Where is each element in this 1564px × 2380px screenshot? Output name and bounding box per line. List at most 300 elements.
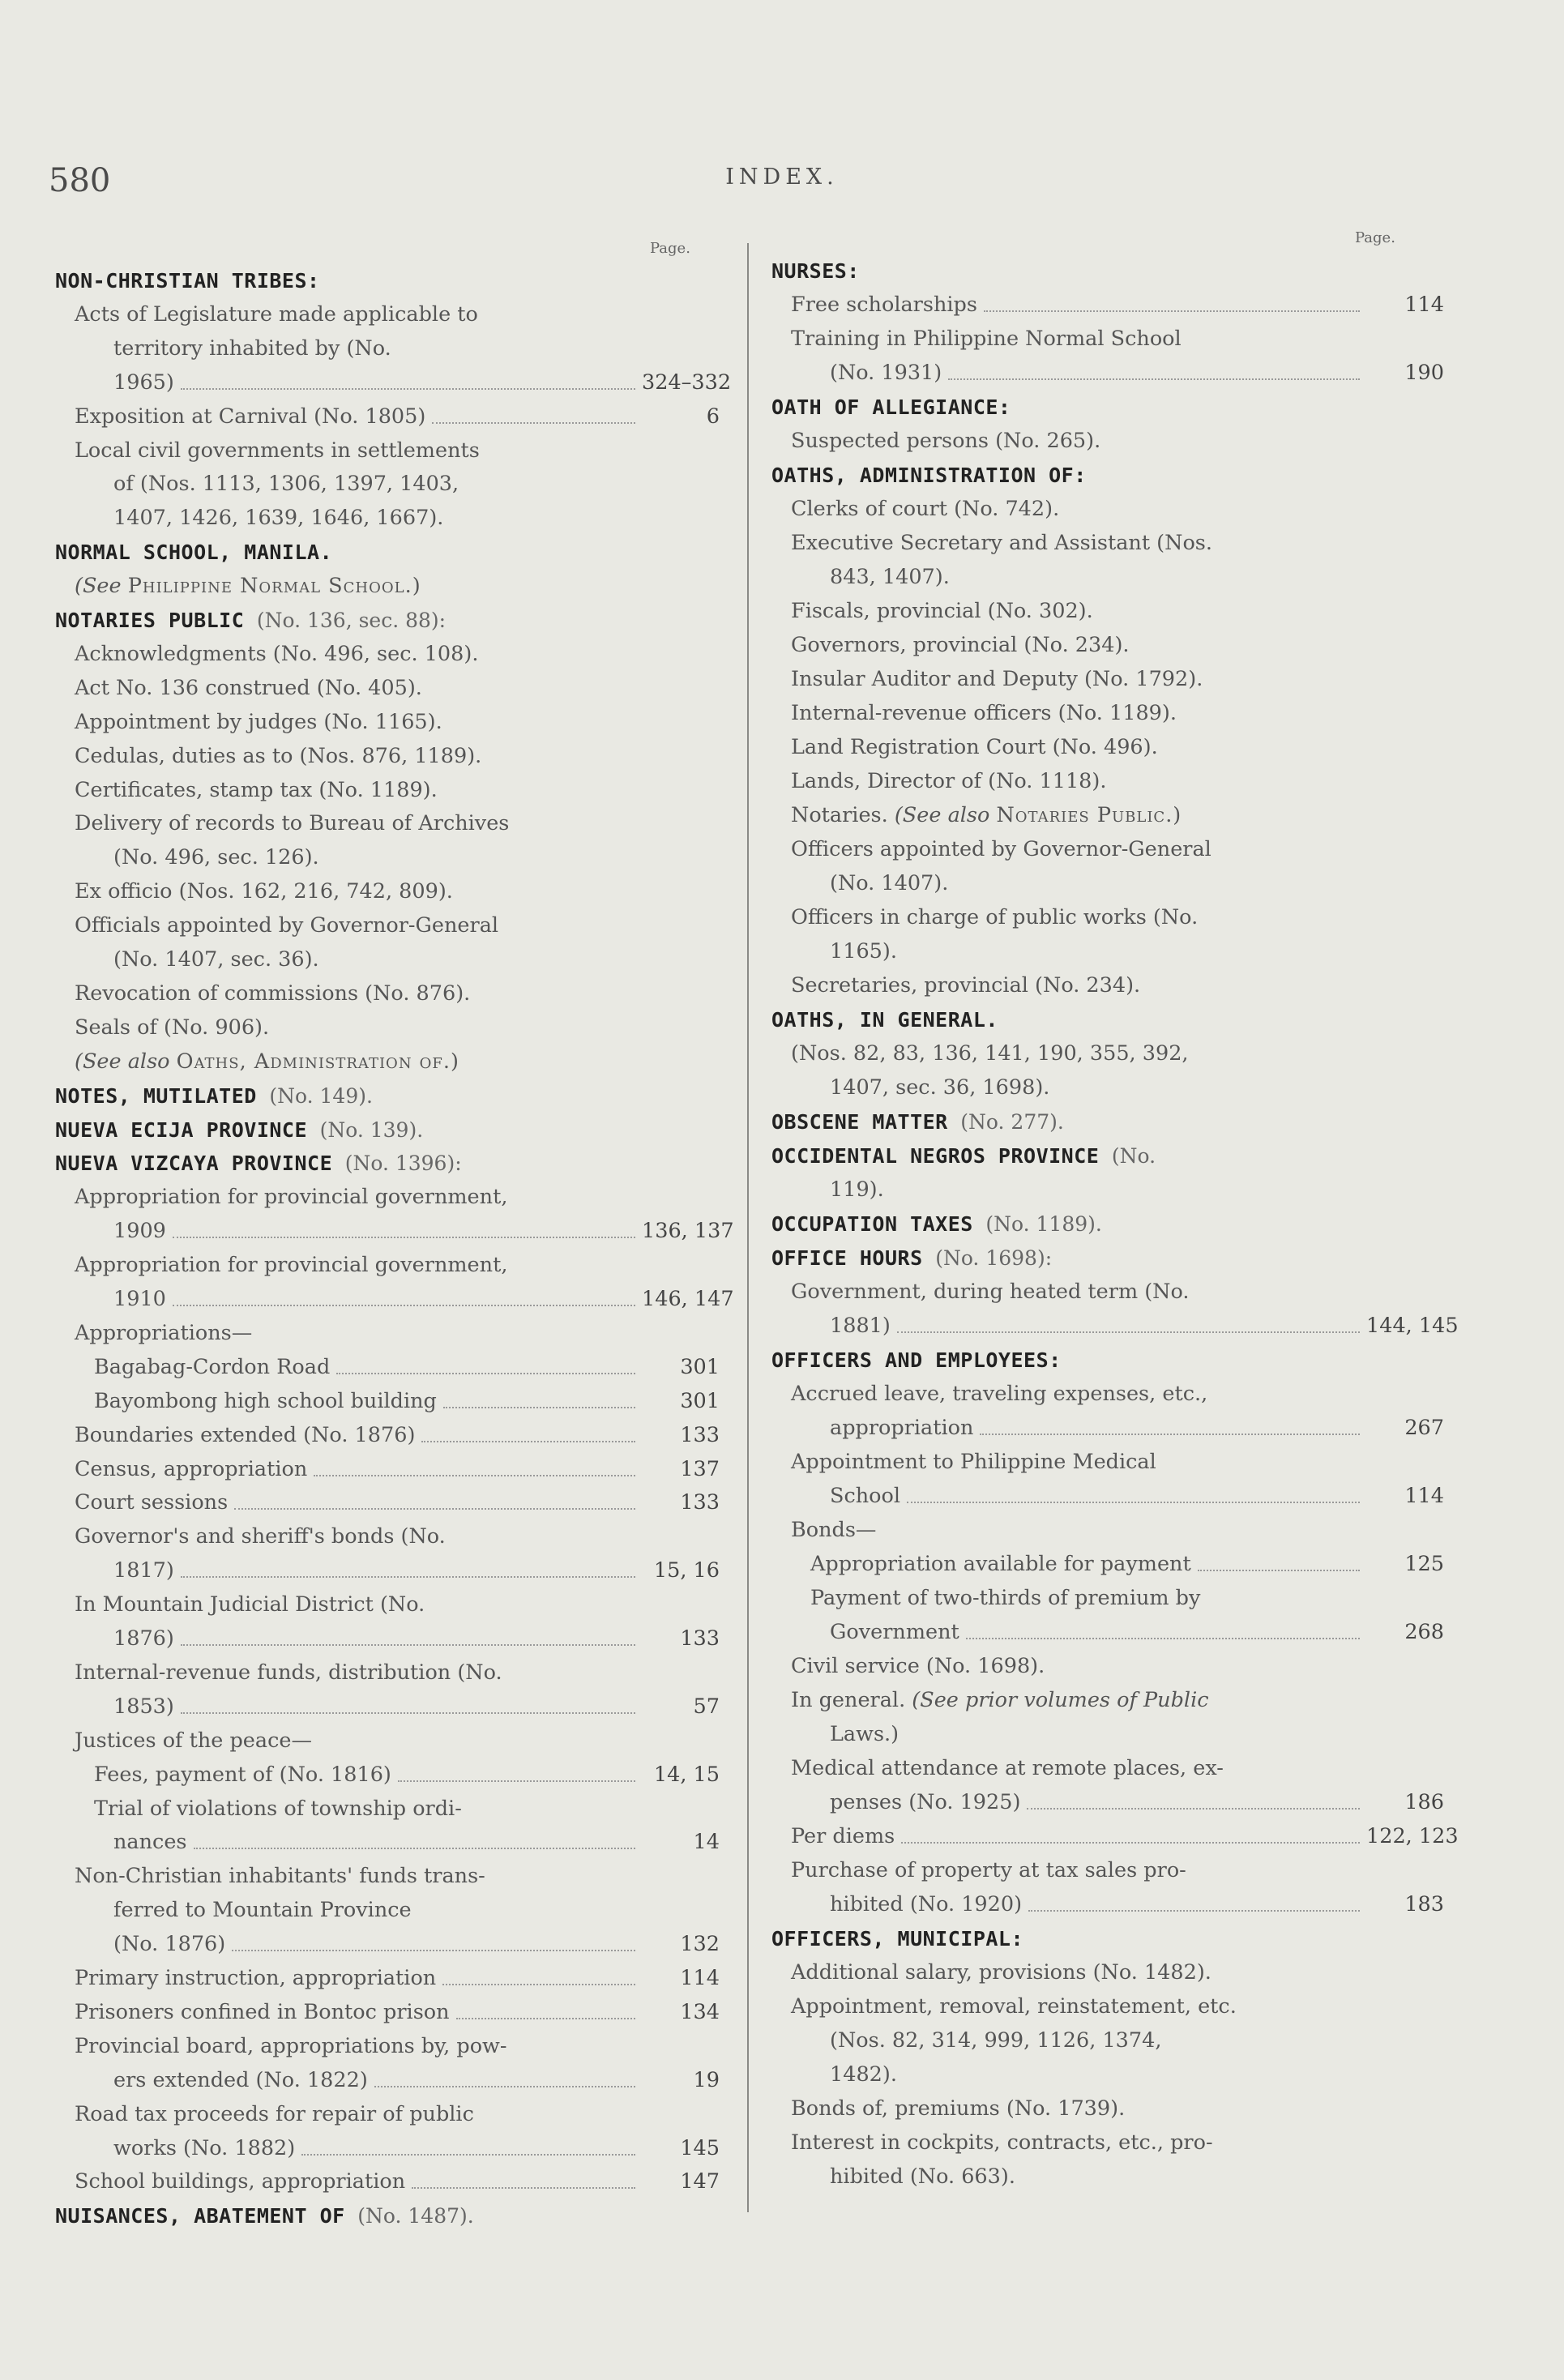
index-subentry: [75, 1045, 720, 1079]
index-subentry: [94, 1792, 720, 1826]
index-subentry: [113, 1622, 720, 1656]
entry-text: Boundaries extended (No. 1876): [75, 1422, 416, 1447]
leader-dots: [181, 1622, 635, 1646]
index-subentry: [113, 2132, 720, 2165]
index-subentry: [791, 901, 1444, 934]
entry-text: Insular Auditor and Deputy (No. 1792).: [791, 667, 1203, 691]
entry-text: Bonds—: [791, 1518, 877, 1542]
entry-text: School buildings, appropriation: [75, 2169, 406, 2194]
heading-text: NOTES, MUTILATED: [55, 1083, 257, 1108]
leader-dots: [301, 2132, 635, 2156]
index-heading: [771, 1003, 1444, 1036]
index-subentry: [75, 400, 720, 434]
heading-text: NUEVA VIZCAYA PROVINCE: [55, 1152, 333, 1176]
entry-text: Justices of the peace—: [75, 1728, 312, 1753]
heading-text: NUISANCES, ABATEMENT OF: [55, 2204, 345, 2228]
heading-text: OATH OF ALLEGIANCE:: [771, 395, 1011, 419]
entry-text: Non-Christian inhabitants' funds trans-: [75, 1864, 485, 1889]
heading-text: OFFICERS AND EMPLOYEES:: [771, 1348, 1062, 1372]
index-subentry: [113, 1894, 720, 1927]
page-ref: 132: [680, 1932, 720, 1957]
index-subentry: [113, 1690, 720, 1724]
index-subentry: [830, 561, 1444, 594]
index-subentry: [75, 1996, 720, 2029]
page-ref: 134: [680, 1999, 720, 2024]
leader-dots: [181, 1690, 635, 1714]
heading-reference: (No. 149).: [269, 1083, 373, 1108]
see-reference: (See: [75, 574, 122, 599]
cross-reference-target: Oaths, Administration of.): [176, 1049, 459, 1074]
heading-text: OCCUPATION TAXES: [771, 1212, 973, 1236]
index-heading: [771, 1344, 1444, 1377]
entry-text: Accrued leave, traveling expenses, etc.,: [791, 1382, 1208, 1406]
entry-text: Additional salary, provisions (No. 1482).: [791, 1960, 1211, 1985]
leader-dots: [948, 357, 1360, 380]
index-subentry: [830, 1616, 1444, 1649]
index-subentry: [791, 1956, 1444, 1989]
index-subentry: [113, 1826, 720, 1859]
entry-text: Government: [830, 1620, 959, 1644]
cross-reference-target: Philippine Normal School.): [127, 574, 421, 599]
entry-text: 119).: [830, 1177, 884, 1202]
entry-text: 1881): [830, 1314, 891, 1338]
entry-text: Laws.): [830, 1722, 900, 1746]
entry-text: 1910: [113, 1287, 166, 1311]
index-subentry: [75, 2098, 720, 2131]
index-subentry: [75, 298, 720, 331]
entry-text: Acknowledgments (No. 496, sec. 108).: [75, 641, 479, 666]
page-column-label-right: Page.: [1355, 229, 1395, 246]
index-subentry: [830, 2160, 1444, 2194]
heading-text: OATHS, IN GENERAL.: [771, 1008, 998, 1032]
entry-text: Road tax proceeds for repair of public: [75, 2101, 474, 2126]
running-head: INDEX.: [725, 165, 839, 190]
index-subentry: [791, 731, 1444, 764]
leader-dots: [173, 1215, 635, 1238]
page-ref: 268: [1404, 1620, 1444, 1644]
entry-text: territory inhabited by (No.: [113, 335, 391, 361]
entry-text: Officials appointed by Governor-General: [75, 913, 499, 938]
index-subentry: [791, 1684, 1444, 1717]
index-subentry: [75, 977, 720, 1011]
column-divider: [747, 243, 749, 2212]
see-reference: (See also: [894, 803, 990, 827]
entry-text: (No. 1876): [113, 1932, 226, 1957]
index-heading: [55, 264, 720, 297]
page-ref: 114: [1404, 293, 1444, 317]
index-subentry: [75, 1011, 720, 1045]
index-heading: [55, 2199, 720, 2233]
entry-text: of (Nos. 1113, 1306, 1397, 1403,: [113, 472, 459, 497]
entry-text: Clerks of court (No. 742).: [791, 497, 1060, 521]
heading-text: NORMAL SCHOOL, MANILA.: [55, 541, 333, 565]
index-subentry: [791, 425, 1444, 458]
leader-dots: [314, 1453, 635, 1476]
index-heading: [771, 1105, 1444, 1139]
index-subentry: [75, 1181, 720, 1214]
index-subentry: [830, 1888, 1444, 1921]
entry-text: Interest in cockpits, contracts, etc., pro-: [791, 2130, 1213, 2155]
index-subentry: [791, 799, 1444, 832]
heading-reference: (No. 1189).: [985, 1212, 1102, 1236]
entry-text: Secretaries, provincial (No. 234).: [791, 973, 1141, 998]
index-subentry: [94, 1351, 720, 1384]
index-heading: [771, 1207, 1444, 1241]
page-ref: 15, 16: [653, 1558, 720, 1583]
entry-text: Medical attendance at remote places, ex-: [791, 1756, 1224, 1780]
see-reference: (See also: [75, 1049, 170, 1074]
leader-dots: [984, 288, 1360, 312]
index-heading: [771, 459, 1444, 492]
entry-text: 1407, 1426, 1639, 1646, 1667).: [113, 506, 444, 531]
entry-text: Governor's and sheriff's bonds (No.: [75, 1524, 446, 1549]
heading-reference: (No. 1487).: [357, 2204, 474, 2228]
index-subentry: [830, 935, 1444, 968]
index-heading: [771, 391, 1444, 424]
leader-dots: [181, 366, 635, 390]
page-ref: 301: [680, 1388, 720, 1413]
leader-dots: [901, 1820, 1360, 1844]
entry-text: penses (No. 1925): [830, 1790, 1021, 1814]
index-subentry: [791, 288, 1444, 322]
entry-text: (No. 1407, sec. 36).: [113, 947, 319, 972]
index-subentry: [75, 706, 720, 739]
leader-dots: [432, 400, 635, 424]
index-subentry: [791, 1514, 1444, 1547]
page-ref: 122, 123: [1366, 1824, 1459, 1848]
page-ref: 133: [680, 1626, 720, 1651]
entry-text: 1482).: [830, 2062, 897, 2087]
entry-text: (No. 1931): [830, 361, 942, 385]
index-subentry: [830, 357, 1444, 390]
index-subentry: [830, 1786, 1444, 1819]
see-reference: (See prior volumes of Public: [912, 1688, 1209, 1712]
leader-dots: [980, 1412, 1360, 1435]
entry-text: 1165).: [830, 939, 897, 964]
entry-text: School: [830, 1484, 901, 1508]
page-ref: 301: [680, 1354, 720, 1379]
page-ref: 190: [1404, 361, 1444, 385]
index-subentry: [75, 434, 720, 468]
leader-dots: [374, 2064, 635, 2087]
index-subentry: [75, 638, 720, 671]
index-subentry: [791, 697, 1444, 730]
cross-reference-target: Notaries Public.): [996, 803, 1182, 827]
heading-reference: (No.: [1111, 1144, 1156, 1168]
leader-dots: [442, 1962, 635, 1985]
page-ref: 183: [1404, 1892, 1444, 1916]
page-ref: 14, 15: [653, 1762, 720, 1787]
index-subentry: [791, 969, 1444, 1002]
page-ref: 19: [693, 2067, 720, 2092]
leader-dots: [173, 1283, 635, 1306]
entry-text: Governors, provincial (No. 234).: [791, 633, 1130, 657]
heading-reference: (No. 136, sec. 88):: [256, 609, 447, 632]
entry-text: Appropriation for provincial government,: [75, 1253, 508, 1278]
index-subentry: [791, 663, 1444, 696]
index-subentry: [830, 1718, 1444, 1751]
index-heading: [771, 254, 1444, 288]
leader-dots: [1198, 1548, 1360, 1571]
index-subentry: [75, 1419, 720, 1452]
entry-text: 1876): [113, 1626, 174, 1651]
entry-text: (No. 496, sec. 126).: [113, 845, 319, 870]
index-subentry: [791, 527, 1444, 560]
index-subentry: [113, 1928, 720, 1961]
index-heading: [771, 1139, 1444, 1173]
index-subentry: [94, 1385, 720, 1418]
index-subentry: [113, 1283, 734, 1316]
entry-text: Ex officio (Nos. 162, 216, 742, 809).: [75, 879, 453, 904]
entry-text: Prisoners confined in Bontoc prison: [75, 1999, 450, 2024]
leader-dots: [443, 1385, 635, 1408]
page-ref: 57: [693, 1694, 720, 1719]
entry-text: In Mountain Judicial District (No.: [75, 1592, 425, 1617]
entry-text: ferred to Mountain Province: [113, 1898, 412, 1923]
index-subentry: [75, 1962, 720, 1995]
entry-text: Act No. 136 construed (No. 405).: [75, 675, 422, 700]
leader-dots: [336, 1351, 635, 1374]
index-subentry: [113, 2064, 720, 2097]
index-subentry: [791, 1378, 1444, 1411]
page-ref: 146, 147: [642, 1287, 734, 1311]
index-subentry: [75, 740, 720, 773]
index-subentry: [791, 595, 1444, 628]
index-subentry: [830, 1071, 1444, 1105]
entry-text: Payment of two-thirds of premium by: [810, 1586, 1201, 1610]
index-subentry: [113, 332, 720, 365]
page-column-label: Page.: [650, 240, 690, 257]
index-subentry: [791, 629, 1444, 662]
entry-text: Bagabag-Cordon Road: [94, 1354, 331, 1379]
index-subentry: [113, 366, 732, 400]
index-subentry: [791, 2092, 1444, 2126]
index-subentry: [791, 1820, 1459, 1853]
index-subentry: [791, 493, 1444, 526]
leader-dots: [232, 1928, 635, 1951]
leader-dots: [1028, 1888, 1360, 1912]
page-ref: 186: [1404, 1790, 1444, 1814]
entry-text: Fees, payment of (No. 1816): [94, 1762, 391, 1787]
index-subentry: [113, 468, 720, 501]
index-subentry: [75, 1860, 720, 1893]
index-subentry: [830, 1173, 1444, 1207]
heading-reference: (No. 139).: [319, 1117, 424, 1142]
page-ref: 324–332: [642, 370, 732, 395]
page-ref: 137: [680, 1456, 720, 1481]
heading-reference: (No. 277).: [960, 1110, 1064, 1134]
entry-text: works (No. 1882): [113, 2135, 296, 2160]
index-subentry: [791, 833, 1444, 866]
index-subentry: [94, 1758, 720, 1792]
index-subentry: [791, 1990, 1444, 2023]
entry-text: Purchase of property at tax sales pro-: [791, 1858, 1186, 1882]
heading-text: NUEVA ECIJA PROVINCE: [55, 1117, 308, 1142]
entry-text: In general.: [791, 1688, 906, 1712]
leader-dots: [234, 1486, 635, 1510]
index-heading: [771, 1241, 1444, 1275]
entry-text: Bayombong high school building: [94, 1388, 437, 1413]
leader-dots: [1027, 1786, 1360, 1810]
index-subentry: [75, 1724, 720, 1758]
index-subentry: [113, 1554, 720, 1587]
leader-dots: [907, 1480, 1360, 1503]
index-heading: [55, 604, 720, 637]
page-ref: 133: [680, 1490, 720, 1515]
leader-dots: [456, 1996, 635, 2019]
entry-text: Lands, Director of (No. 1118).: [791, 769, 1107, 793]
leader-dots: [966, 1616, 1360, 1639]
page-ref: 133: [680, 1422, 720, 1447]
index-heading: [771, 1922, 1444, 1955]
index-subentry: [791, 1037, 1444, 1070]
index-subentry: [791, 1650, 1444, 1683]
leader-dots: [421, 1419, 635, 1442]
index-subentry: [810, 1548, 1444, 1581]
entry-text: Local civil governments in settlements: [75, 438, 480, 463]
index-subentry: [75, 1520, 720, 1553]
entry-text: Land Registration Court (No. 496).: [791, 735, 1158, 759]
heading-reference: (No. 1698):: [935, 1246, 1053, 1270]
entry-text: Free scholarships: [791, 293, 977, 317]
index-subentry: [113, 943, 720, 976]
index-subentry: [75, 2030, 720, 2063]
entry-text: Per diems: [791, 1824, 895, 1848]
entry-text: Officers in charge of public works (No.: [791, 905, 1199, 929]
leader-dots: [194, 1826, 635, 1849]
heading-text: NOTARIES PUBLIC: [55, 609, 245, 632]
page-ref: 144, 145: [1366, 1314, 1459, 1338]
index-heading: [55, 536, 720, 569]
page-ref: 147: [680, 2169, 720, 2194]
heading-text: NURSES:: [771, 259, 860, 283]
entry-text: Appointment by judges (No. 1165).: [75, 709, 442, 734]
index-subentry: [791, 1275, 1444, 1309]
entry-text: (Nos. 82, 83, 136, 141, 190, 355, 392,: [791, 1041, 1189, 1066]
leader-dots: [398, 1758, 635, 1782]
entry-text: Census, appropriation: [75, 1456, 308, 1481]
entry-text: Trial of violations of township ordi-: [94, 1796, 462, 1821]
entry-text: Appointment to Philippine Medical: [791, 1450, 1156, 1474]
index-subentry: [830, 1412, 1444, 1445]
entry-text: Acts of Legislature made applicable to: [75, 301, 478, 327]
heading-reference: (No. 1396):: [344, 1152, 462, 1176]
index-subentry: [830, 2024, 1444, 2057]
heading-text: OBSCENE MATTER: [771, 1110, 948, 1134]
entry-text: Court sessions: [75, 1490, 229, 1515]
entry-text: Officers appointed by Governor-General: [791, 837, 1211, 861]
index-subentry: [791, 1752, 1444, 1785]
entry-text: appropriation: [830, 1416, 974, 1440]
entry-text: Internal-revenue funds, distribution (No.: [75, 1660, 502, 1685]
entry-text: hibited (No. 663).: [830, 2164, 1015, 2189]
index-subentry: [810, 1582, 1444, 1615]
index-subentry: [75, 1486, 720, 1519]
entry-text: Certificates, stamp tax (No. 1189).: [75, 777, 438, 802]
leader-dots: [181, 1554, 635, 1578]
page-ref: 125: [1404, 1552, 1444, 1576]
page-ref: 267: [1404, 1416, 1444, 1440]
entry-text: Internal-revenue officers (No. 1189).: [791, 701, 1177, 725]
entry-text: Appropriation for provincial government,: [75, 1185, 508, 1210]
page-ref: 145: [680, 2135, 720, 2160]
heading-text: NON-CHRISTIAN TRIBES:: [55, 269, 320, 293]
entry-text: 843, 1407).: [830, 565, 950, 589]
index-subentry: [791, 323, 1444, 356]
index-heading: [55, 1113, 720, 1147]
index-subentry: [830, 2058, 1444, 2092]
entry-text: ers extended (No. 1822): [113, 2067, 368, 2092]
page-ref: 114: [1404, 1484, 1444, 1508]
entry-text: Appointment, removal, reinstatement, etc.: [791, 1994, 1237, 2019]
entry-text: (Nos. 82, 314, 999, 1126, 1374,: [830, 2028, 1162, 2053]
entry-text: Government, during heated term (No.: [791, 1280, 1190, 1304]
index-subentry: [75, 672, 720, 705]
heading-text: OFFICERS, MUNICIPAL:: [771, 1927, 1024, 1951]
heading-text: OFFICE HOURS: [771, 1246, 923, 1270]
leader-dots: [897, 1310, 1360, 1333]
index-subentry: [830, 1310, 1459, 1343]
entry-text: Cedulas, duties as to (Nos. 876, 1189).: [75, 743, 482, 768]
entry-text: Appropriation available for payment: [810, 1552, 1191, 1576]
index-subentry: [791, 1854, 1444, 1887]
index-subentry: [75, 1453, 720, 1486]
index-heading: [55, 1147, 720, 1180]
entry-text: Bonds of, premiums (No. 1739).: [791, 2096, 1126, 2121]
index-subentry: [75, 807, 720, 840]
entry-text: Provincial board, appropriations by, pow-: [75, 2033, 507, 2058]
entry-text: 1407, sec. 36, 1698).: [830, 1075, 1050, 1100]
index-subentry: [113, 502, 720, 535]
page-ref: 136, 137: [642, 1219, 734, 1244]
entry-text: (No. 1407).: [830, 871, 949, 895]
index-subentry: [791, 1446, 1444, 1479]
index-subentry: [75, 1317, 720, 1350]
leader-dots: [412, 2165, 635, 2189]
entry-text: Suspected persons (No. 265).: [791, 429, 1101, 453]
entry-text: 1817): [113, 1558, 174, 1583]
index-subentry: [830, 867, 1444, 900]
index-subentry: [113, 1215, 734, 1248]
entry-text: hibited (No. 1920): [830, 1892, 1023, 1916]
index-heading: [55, 1079, 720, 1113]
page-ref: 6: [706, 404, 720, 429]
index-subentry: [75, 1588, 720, 1622]
entry-text: Seals of (No. 906).: [75, 1015, 270, 1040]
entry-text: Revocation of commissions (No. 876).: [75, 981, 471, 1006]
page-ref: 14: [693, 1830, 720, 1855]
index-subentry: [75, 2165, 720, 2198]
entry-text: Exposition at Carnival (No. 1805): [75, 404, 426, 429]
index-subentry: [75, 875, 720, 908]
index-subentry: [75, 909, 720, 942]
index-subentry: [791, 2126, 1444, 2160]
index-subentry: [791, 765, 1444, 798]
entry-text: 1853): [113, 1694, 174, 1719]
entry-text: 1965): [113, 370, 174, 395]
index-subentry: [830, 1480, 1444, 1513]
entry-text: Executive Secretary and Assistant (Nos.: [791, 531, 1212, 555]
index-subentry: [75, 570, 720, 603]
heading-text: OATHS, ADMINISTRATION OF:: [771, 464, 1087, 487]
entry-text: Primary instruction, appropriation: [75, 1966, 437, 1990]
entry-text: Delivery of records to Bureau of Archives: [75, 811, 510, 836]
entry-text: Training in Philippine Normal School: [791, 327, 1182, 351]
entry-text: Notaries.: [791, 803, 888, 827]
index-subentry: [75, 774, 720, 807]
entry-text: Fiscals, provincial (No. 302).: [791, 599, 1093, 623]
heading-text: OCCIDENTAL NEGROS PROVINCE: [771, 1144, 1100, 1168]
